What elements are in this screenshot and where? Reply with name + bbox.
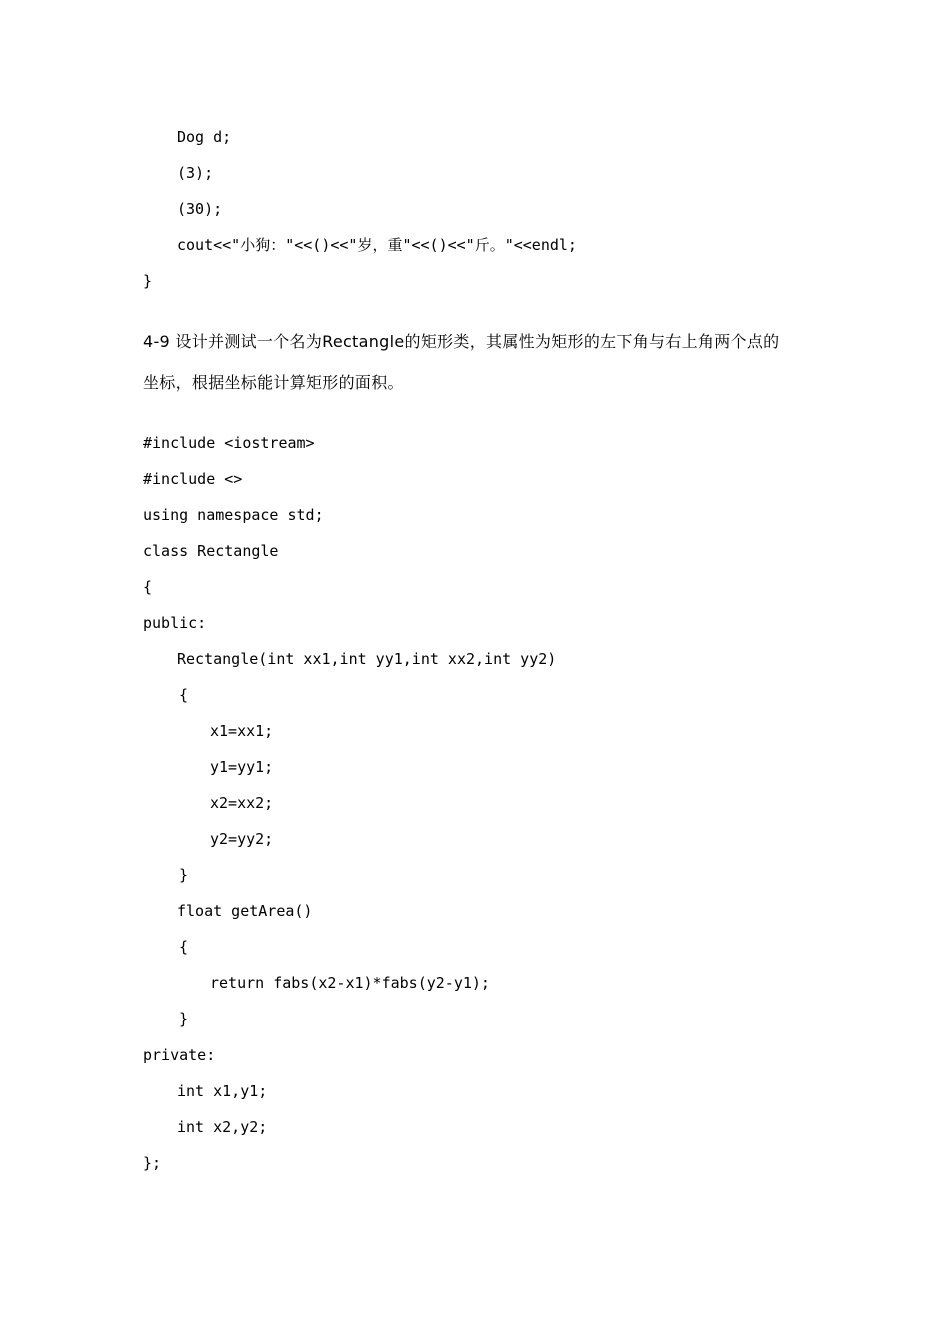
code-line: class Rectangle: [143, 542, 279, 560]
code-line: (3);: [177, 164, 214, 182]
code-line: int x2,y2;: [177, 1118, 268, 1136]
code-line: int x1,y1;: [177, 1082, 268, 1100]
exercise-line-1: 4-9 设计并测试一个名为Rectangle的矩形类，其属性为矩形的左下角与右上角两个点的: [143, 332, 780, 351]
code-line: {: [143, 578, 153, 596]
code-line: {: [179, 938, 189, 956]
code-line: private:: [143, 1046, 216, 1064]
code-line: }: [143, 272, 153, 290]
exercise-line-2: 坐标，根据坐标能计算矩形的面积。: [143, 373, 404, 392]
code-line: }: [179, 866, 189, 884]
code-line: x2=xx2;: [210, 794, 274, 812]
code-line: Rectangle(int xx1,int yy1,int xx2,int yy2): [177, 650, 557, 668]
code-line: float getArea(): [177, 902, 313, 920]
code-line: cout<<"小狗："<<()<<"岁，重"<<()<<"斤。"<<endl;: [177, 236, 577, 254]
code-line: x1=xx1;: [210, 722, 274, 740]
code-line: }: [179, 1010, 189, 1028]
code-line: y2=yy2;: [210, 830, 274, 848]
code-line: public:: [143, 614, 207, 632]
code-line: (30);: [177, 200, 223, 218]
code-line: #include <iostream>: [143, 434, 315, 452]
code-line: #include <>: [143, 470, 243, 488]
code-line: };: [143, 1154, 162, 1172]
code-line: Dog d;: [177, 128, 232, 146]
code-block-top: [143, 119, 843, 299]
code-line: {: [179, 686, 189, 704]
code-line: y1=yy1;: [210, 758, 274, 776]
code-line: return fabs(x2-x1)*fabs(y2-y1);: [210, 974, 490, 992]
exercise-text: [143, 321, 823, 403]
code-block-main: [143, 425, 843, 1181]
code-line: using namespace std;: [143, 506, 324, 524]
